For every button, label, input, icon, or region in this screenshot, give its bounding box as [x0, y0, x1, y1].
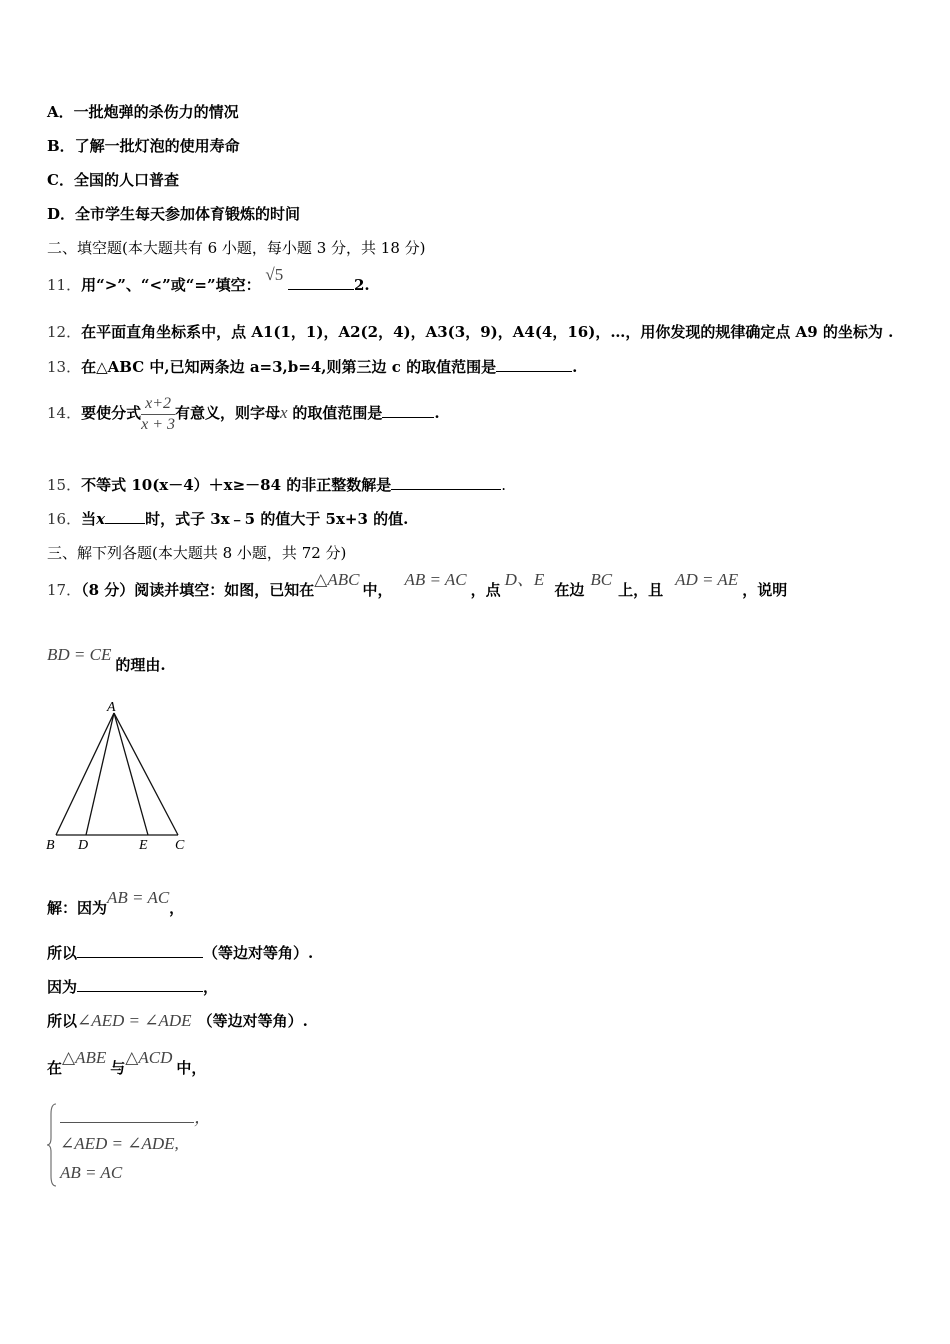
q16-pre: 当: [81, 510, 97, 528]
q16-var: x: [96, 510, 106, 528]
q13-number: 13．: [47, 358, 82, 376]
section-2-heading: 二、填空题(本大题共有 6 小题，每小题 3 分，共 18 分): [47, 239, 426, 257]
system-blank: [60, 1108, 194, 1123]
solution-line-1: [47, 888, 185, 918]
q11-sqrt5: √5: [265, 265, 284, 284]
sol-l3-blank: [77, 977, 203, 992]
q17-points-de: D、E: [504, 570, 545, 589]
question-12: [47, 322, 893, 342]
sol-l2-pre: 所以: [47, 944, 78, 962]
question-11: [47, 265, 370, 295]
option-d: D．全市学生每天参加体育锻炼的时间: [47, 205, 301, 223]
q17-shuoming: ，说明: [742, 581, 788, 599]
q17-side-bc: BC: [590, 570, 613, 589]
question-17: [47, 570, 788, 600]
q14-pre: 要使分式: [81, 404, 142, 422]
q11-number: 11．: [47, 276, 82, 294]
q12-text: 在平面直角坐标系中，点 A1(1，1)，A2(2，4)，A3(3，9)，A4(4，16)，…，用你发现的规律确定点 A9 的坐标为 .: [81, 323, 894, 341]
q15-tail: .: [501, 476, 507, 494]
q14-mid: 有意义，则字母: [175, 404, 281, 422]
line-ac: [114, 713, 178, 835]
line-ae: [114, 713, 148, 835]
sol-l1-post: ，: [169, 899, 185, 917]
system-row-3: AB = AC: [60, 1163, 123, 1182]
question-13: [47, 357, 577, 377]
q17-zaibian: 在边: [554, 581, 585, 599]
sol-l5-post: 中，: [176, 1059, 207, 1077]
sol-l1-pre: 解：因为: [47, 899, 108, 917]
q14-denominator: x + 3: [141, 415, 176, 433]
q16-answer-blank: [105, 509, 145, 524]
q17-triangle-abc: △ABC: [314, 570, 360, 589]
label-d: D: [78, 838, 89, 853]
q11-tail: 2.: [353, 276, 370, 294]
q11-answer-blank: [288, 275, 354, 290]
option-a: A．一批炮弹的杀伤力的情况: [47, 103, 239, 121]
sol-l5-tri1: △ABE: [62, 1048, 107, 1067]
system-row-2: ∠AED = ∠ADE,: [60, 1134, 179, 1153]
q13-tail: .: [572, 358, 578, 376]
q17-dian: ，点: [470, 581, 501, 599]
question-14: [47, 392, 440, 435]
system-row-1: [60, 1108, 211, 1128]
label-b: B: [46, 838, 55, 853]
label-e: E: [139, 838, 148, 853]
q15-answer-blank: [391, 475, 501, 490]
sol-l1-eq: AB = AC: [107, 888, 170, 907]
sol-l4-eq: ∠AED = ∠ADE: [77, 1011, 192, 1030]
system-brace: [46, 1102, 60, 1188]
solution-line-3: [47, 977, 218, 997]
q17-eq-bd-ce: BD = CE: [47, 645, 112, 664]
solution-line-5: [47, 1048, 207, 1078]
option-c: C．全国的人口普查: [47, 171, 179, 189]
q14-post: 的取值范围是: [292, 404, 383, 422]
solution-line-2: [47, 943, 313, 963]
q17-zhong: 中，: [362, 581, 393, 599]
system-row-1-comma: ，: [194, 1108, 211, 1127]
sol-l5-tri2: △ACD: [125, 1048, 173, 1067]
triangle-figure: [40, 695, 200, 860]
q14-answer-blank: [382, 403, 434, 418]
q17-score: （8 分）阅读并填空：如图，已知在: [81, 581, 315, 599]
q14-var: x: [280, 403, 288, 422]
q12-number: 12．: [47, 323, 82, 341]
q11-text: 用“>”、“<”或“=”填空：: [81, 276, 261, 294]
sol-l2-blank: [77, 943, 203, 958]
solution-line-4: [47, 1011, 308, 1031]
label-a: A: [107, 700, 116, 715]
q15-text: 不等式 10(x－4）＋x≥－84 的非正整数解是: [81, 476, 392, 494]
line-ab: [56, 713, 114, 835]
option-b: B．了解一批灯泡的使用寿命: [47, 137, 240, 155]
sol-l2-post: （等边对等角）.: [203, 944, 314, 962]
q14-number: 14．: [47, 404, 82, 422]
sol-l4-post: （等边对等角）.: [197, 1012, 308, 1030]
sol-l5-pre: 在: [47, 1059, 63, 1077]
question-15: [47, 475, 506, 495]
q16-number: 16．: [47, 510, 82, 528]
q15-number: 15．: [47, 476, 82, 494]
sol-l4-pre: 所以: [47, 1012, 78, 1030]
question-16: [47, 509, 408, 529]
sol-l3-post: ，: [203, 978, 219, 996]
q16-post: 时，式子 3x﹣5 的值大于 5x+3 的值.: [145, 510, 409, 528]
q14-numerator: x+2: [141, 394, 175, 415]
section-3-heading: 三、解下列各题(本大题共 8 小题，共 72 分): [47, 544, 347, 562]
q17-number: 17．: [47, 581, 82, 599]
q17-liyou: 的理由.: [115, 656, 166, 674]
line-ad: [86, 713, 114, 835]
sol-l5-mid: 与: [110, 1059, 126, 1077]
q14-tail: .: [434, 404, 440, 422]
q17-shang: 上，且: [618, 581, 664, 599]
q13-text: 在△ABC 中,已知两条边 a=3,b=4,则第三边 c 的取值范围是: [81, 358, 497, 376]
q14-fraction: [141, 394, 175, 435]
sol-l3-pre: 因为: [47, 978, 78, 996]
label-c: C: [175, 838, 185, 853]
q17-eq-ad-ae: AD = AE: [675, 570, 739, 589]
question-17-cont: [47, 645, 166, 675]
q13-answer-blank: [496, 357, 572, 372]
q17-eq-ab-ac: AB = AC: [404, 570, 467, 589]
